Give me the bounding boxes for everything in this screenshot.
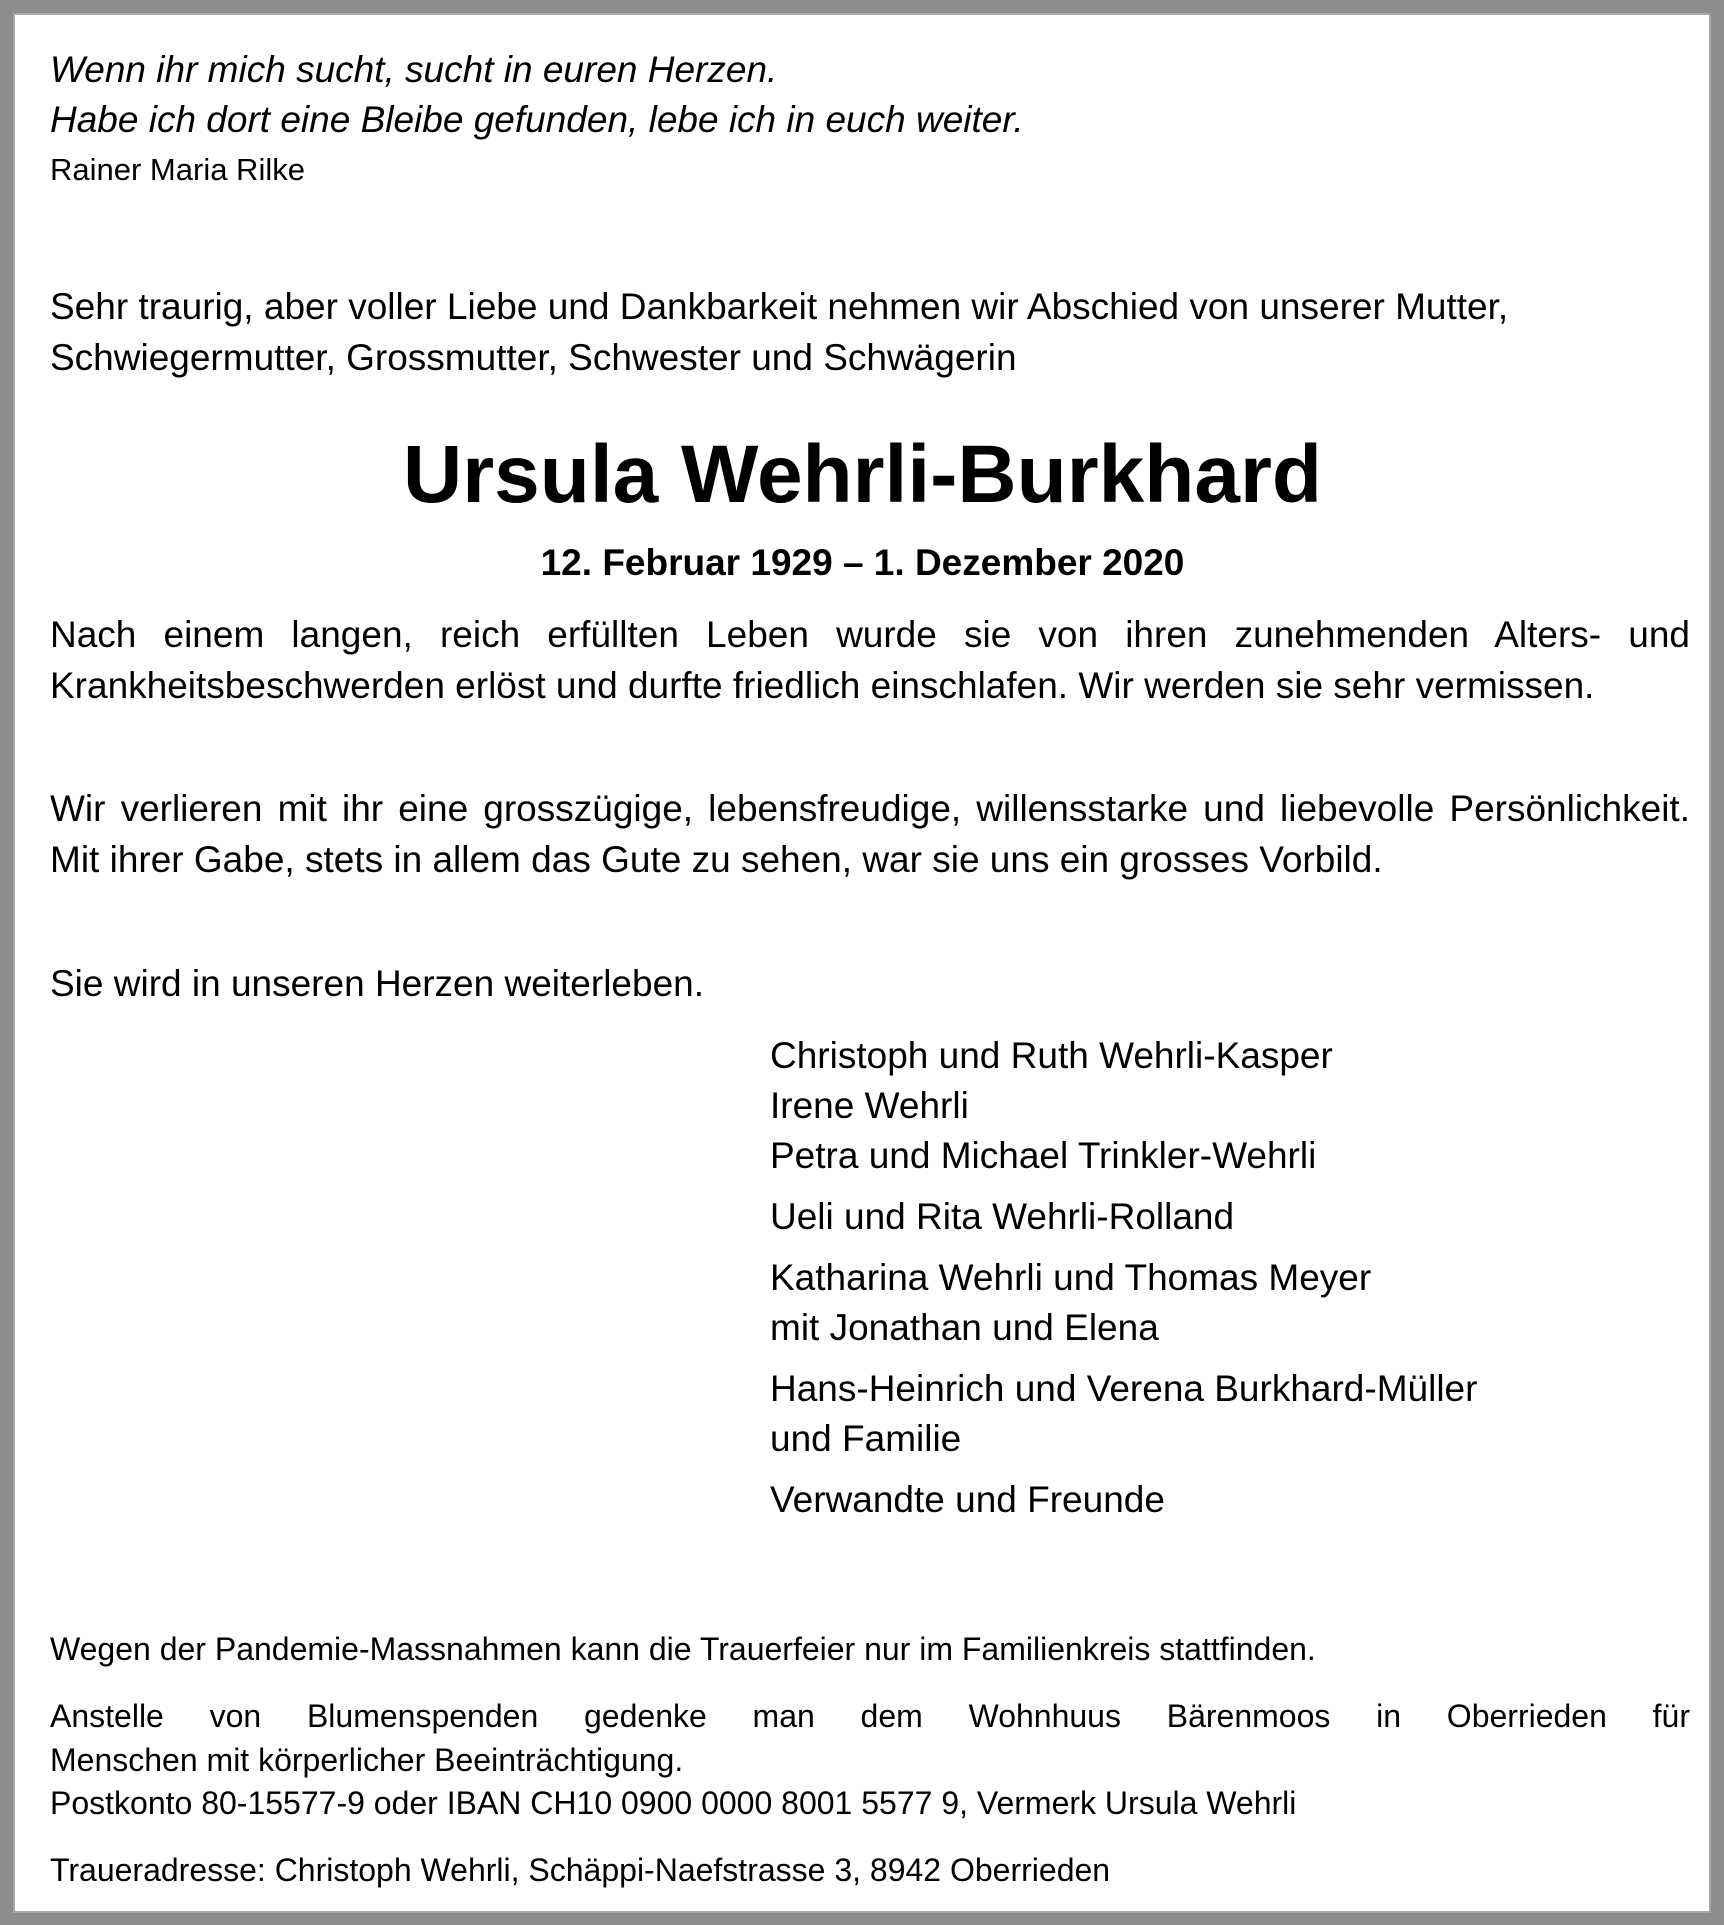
motto-line: Habe ich dort eine Bleibe gefunden, lebe ich in euch weiter. xyxy=(50,99,1024,140)
survivor-line: mit Jonathan und Elena xyxy=(770,1307,1159,1348)
paragraph-life: Nach einem langen, reich erfüllten Leben wurde sie von ihren zunehmenden Alters- und Krankheitsbeschwerden erlöst und durfte friedlich einschlafen. Wir werden sie sehr vermissen. xyxy=(50,614,1690,706)
donation-note-line: Anstelle von Blumenspenden gedenke man dem Wohnhuus Bärenmoos in Oberrieden für xyxy=(50,1698,1690,1734)
motto-quote xyxy=(50,45,1024,145)
survivor-line: Katharina Wehrli und Thomas Meyer xyxy=(770,1257,1372,1298)
intro-line: Sehr traurig, aber voller Liebe und Dankbarkeit nehmen wir Abschied von unserer Mutter, xyxy=(50,286,1509,327)
intro-text xyxy=(50,281,1690,383)
mourning-address: Traueradresse: Christoph Wehrli, Schäppi-Naefstrasse 3, 8942 Oberrieden xyxy=(50,1852,1111,1888)
survivor-line: Hans-Heinrich und Verena Burkhard-Müller xyxy=(770,1368,1478,1409)
deceased-name: Ursula Wehrli-Burkhard xyxy=(403,429,1322,520)
survivor-group xyxy=(770,1192,1477,1242)
donation-note-line: Menschen mit körperlicher Beeinträchtigung. xyxy=(50,1742,684,1778)
survivor-line: Ueli und Rita Wehrli-Rolland xyxy=(770,1196,1235,1237)
survivor-line: und Familie xyxy=(770,1418,962,1459)
survivor-group xyxy=(770,1031,1477,1181)
survivor-group xyxy=(770,1475,1477,1525)
survivor-line: Verwandte und Freunde xyxy=(770,1479,1165,1520)
obituary-card xyxy=(13,13,1711,1913)
life-dates: 12. Februar 1929 – 1. Dezember 2020 xyxy=(540,542,1185,583)
ceremony-note: Wegen der Pandemie-Massnahmen kann die Trauerfeier nur im Familienkreis stattfinden. xyxy=(50,1631,1316,1667)
survivors-list xyxy=(770,1031,1477,1536)
donation-account: Postkonto 80-15577-9 oder IBAN CH10 0900 0000 8001 5577 9, Vermerk Ursula Wehrli xyxy=(50,1785,1297,1821)
motto-author: Rainer Maria Rilke xyxy=(50,152,305,187)
intro-line: Schwiegermutter, Grossmutter, Schwester und Schwägerin xyxy=(50,337,1017,378)
survivor-group xyxy=(770,1253,1477,1353)
paragraph-remembrance: Sie wird in unseren Herzen weiterleben. xyxy=(50,963,705,1004)
survivor-group xyxy=(770,1364,1477,1464)
survivor-line: Christoph und Ruth Wehrli-Kasper xyxy=(770,1035,1333,1076)
paragraph-personality: Wir verlieren mit ihr eine grosszügige, lebensfreudige, willensstarke und liebevolle Persönlichkeit. Mit ihrer Gabe, stets in allem das Gute zu sehen, war sie uns ein grosses Vorbild. xyxy=(50,788,1690,880)
survivor-line: Petra und Michael Trinkler-Wehrli xyxy=(770,1135,1317,1176)
motto-line: Wenn ihr mich sucht, sucht in euren Herzen. xyxy=(50,49,778,90)
survivor-line: Irene Wehrli xyxy=(770,1085,969,1126)
